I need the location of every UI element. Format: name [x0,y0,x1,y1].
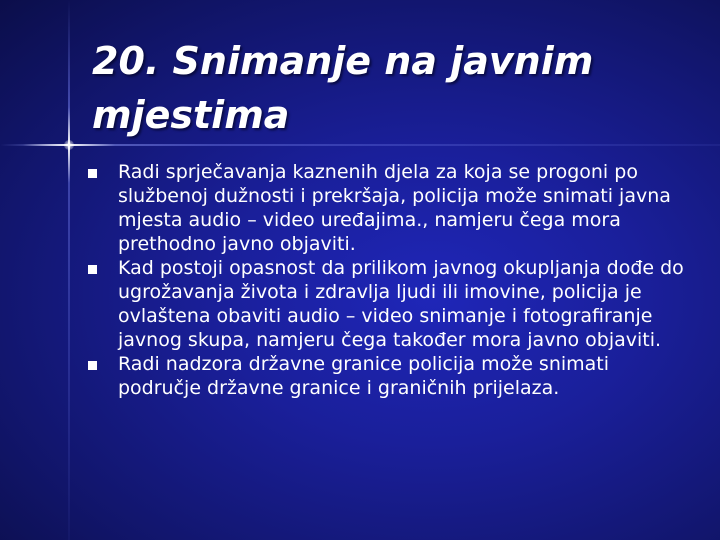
bullet-item [84,160,684,256]
square-bullet-icon [88,361,97,370]
bullet-text: Kad postoji opasnost da prilikom javnog okupljanja dođe do ugrožavanja života i zdravlja ljudi ili imovine, policija je ovlaštena obaviti audio – video snimanje i fotografiranje javnog skupa, namjeru čega također mora javno objaviti. [118,257,684,351]
vertical-guide-line [68,0,70,540]
bullet-item [84,352,684,400]
bullet-list [84,160,684,400]
bullet-text: Radi nadzora državne granice policija može snimati područje državne granice i graničnih prijelaza. [118,353,610,399]
square-bullet-icon [88,265,97,274]
square-bullet-icon [88,169,97,178]
bullet-text: Radi sprječavanja kaznenih djela za koja se progoni po službenoj dužnosti i prekršaja, policija može snimati javna mjesta audio – video uređajima., namjeru čega mora prethodno javno objaviti. [118,161,671,255]
bullet-item [84,256,684,352]
slide-title: 20. Snimanje na javnim mjestima [92,39,594,137]
